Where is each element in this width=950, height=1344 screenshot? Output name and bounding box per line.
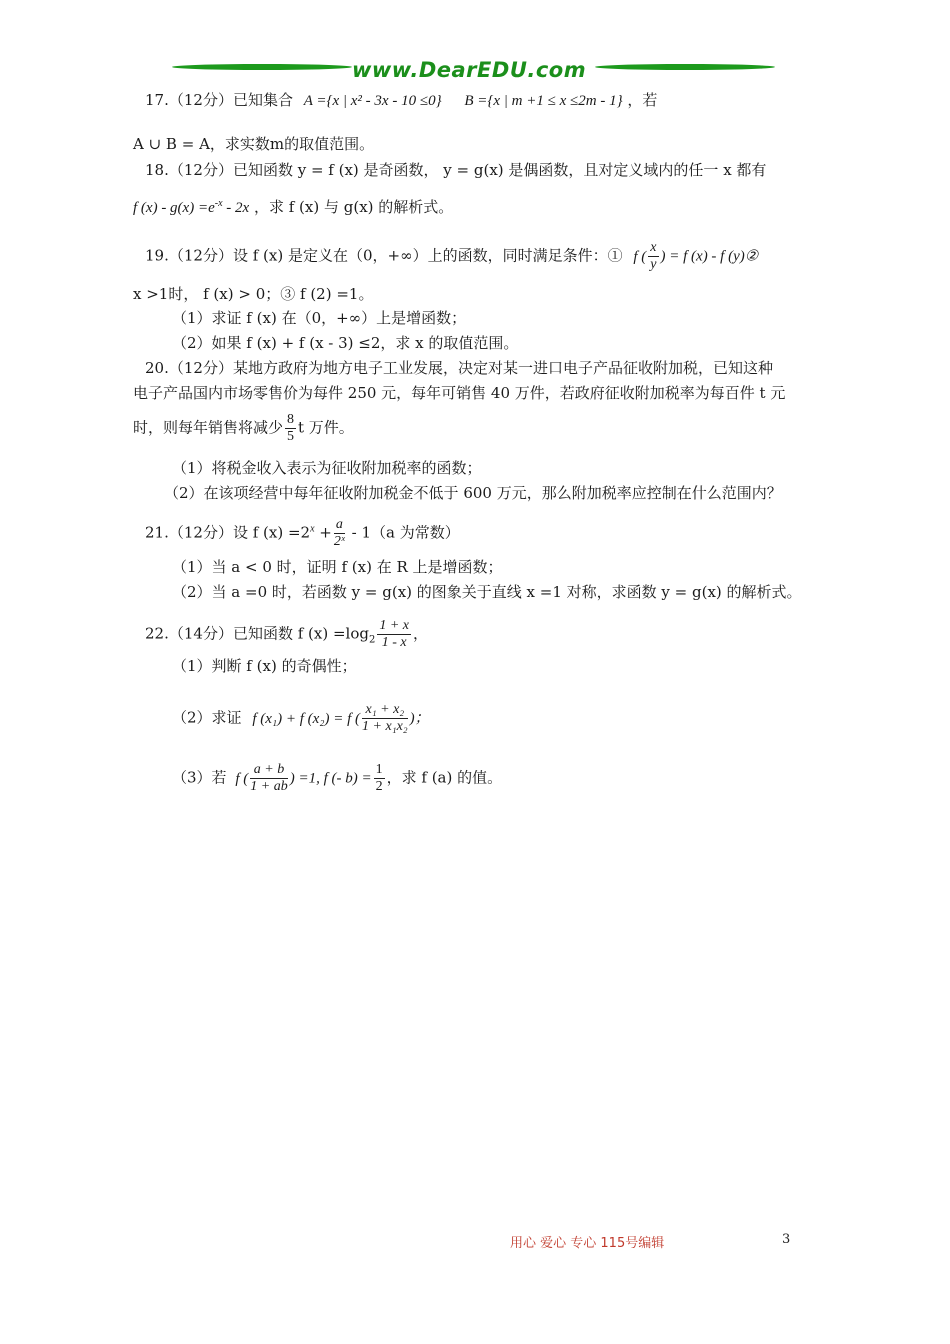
- q22-part2: [172, 702, 430, 735]
- q21-tail: - 1（a 为常数）: [346, 523, 460, 542]
- q18-equation: f (x) - g(x) =e: [133, 200, 215, 216]
- q19-part2: （2）如果 f (x) + f (x - 3) ≤2，求 x 的取值范围。: [172, 334, 519, 352]
- footer-credit: 用心 爱心 专心 115号编辑: [510, 1236, 665, 1251]
- q21-fraction-num: a: [335, 517, 343, 532]
- q22-part2-lhs: f (x₁) + f (x₂) = f (: [252, 710, 361, 727]
- q20-fraction-num: 8: [287, 412, 295, 427]
- q22-part3: [172, 762, 502, 795]
- q22-part3-f: f (: [235, 770, 249, 787]
- q22-part2-close: )；: [409, 710, 430, 727]
- q19-fraction-den: y: [650, 257, 657, 272]
- q22-part2-label: （2）求证: [172, 708, 242, 727]
- q19-part1: （1）求证 f (x) 在（0，+∞）上是增函数；: [172, 309, 467, 327]
- q22-part1: （1）判断 f (x) 的奇偶性；: [172, 657, 357, 675]
- q19-f-open: f (: [633, 248, 647, 265]
- q17-label: 17.（12分）已知集合: [145, 91, 293, 109]
- q17-set-b: B ={x | m +1 ≤ x ≤2m - 1}: [464, 93, 623, 109]
- q18-question: ，求 f (x) 与 g(x) 的解析式。: [253, 198, 454, 216]
- q17-set-a: A ={x | x² - 3x - 10 ≤0}: [303, 93, 442, 109]
- q22-part2-den: 1 + x₁x₂: [362, 719, 408, 734]
- q22-part3-fraction: [250, 762, 287, 795]
- q19-line1: [145, 240, 758, 273]
- q20-line3: [133, 412, 354, 445]
- q21-plus: +: [314, 523, 332, 542]
- q18-line1: 18.（12分）已知函数 y = f (x) 是奇函数， y = g(x) 是偶函数，且对定义域内的任一 x 都有: [145, 161, 767, 179]
- q22-part3-end: ，求 f (a) 的值。: [386, 768, 503, 787]
- q22-part3-mid: ) =1, f (- b) =: [289, 770, 372, 787]
- q22-tail: ，: [413, 624, 429, 643]
- q21-intro: 21.（12分）设 f (x) =2: [145, 523, 311, 542]
- q22-intro: 22.（14分）已知函数 f (x) =log: [145, 624, 369, 643]
- q19-f-close: ) = f (x) - f (y)②: [660, 248, 759, 265]
- q20-fraction: [285, 412, 296, 445]
- q21-exponent: x: [310, 523, 315, 535]
- q21-fraction: [334, 517, 345, 550]
- q21-line1: [145, 517, 460, 550]
- q17-line1: [145, 90, 657, 111]
- q21-fraction-den: 2ˣ: [333, 534, 345, 549]
- q20-part1: （1）将税金收入表示为征收附加税率的函数；: [172, 459, 482, 477]
- q22-part3-num: a + b: [250, 762, 287, 779]
- q22-log-base: 2: [368, 634, 376, 646]
- q20-line3-start: 时，则每年销售将减少: [133, 418, 284, 437]
- q20-part2: （2）在该项经营中每年征收附加税金不低于 600 万元，那么附加税率应控制在什么范围内？: [164, 484, 782, 502]
- q20-line1: 20.（12分）某地方政府为地方电子工业发展，决定对某一进口电子产品征收附加税，已知这种: [145, 359, 773, 377]
- q19-fraction: [648, 240, 658, 273]
- q22-part2-num: x₁ + x₂: [362, 702, 408, 719]
- q22-fraction-num: 1 + x: [379, 618, 410, 633]
- q18-exponent: -x: [214, 198, 223, 209]
- q17-line2: A ∪ B = A，求实数m的取值范围。: [133, 135, 375, 153]
- header-decoration-left: [172, 64, 352, 70]
- q22-line1: [145, 618, 428, 651]
- q22-fraction-den: 1 - x: [381, 635, 407, 650]
- q18-line2: [133, 194, 453, 218]
- q20-line2: 电子产品国内市场零售价为每件 250 元，每年可销售 40 万件，若政府征收附加税率为每百件 t 元: [133, 384, 786, 402]
- q19-fraction-num: x: [650, 240, 657, 255]
- q22-fraction: [377, 618, 411, 651]
- site-banner: www.DearEDU.com: [352, 58, 587, 82]
- page-number: 3: [782, 1232, 791, 1247]
- q22-part3-half: [374, 762, 385, 795]
- q22-part3-label: （3）若: [172, 768, 227, 787]
- q22-part3-den: 1 + ab: [250, 779, 288, 794]
- q22-part3-half-den: 2: [375, 779, 383, 794]
- header-decoration-right: [595, 64, 775, 70]
- q19-line2: x >1时， f (x) > 0；③ f (2) =1。: [133, 285, 374, 303]
- q20-line3-end: t 万件。: [298, 418, 354, 437]
- q21-part2: （2）当 a =0 时，若函数 y = g(x) 的图象关于直线 x =1 对称，求函数 y = g(x) 的解析式。: [172, 583, 802, 601]
- q20-fraction-den: 5: [287, 429, 295, 444]
- q19-intro: 19.（12分）设 f (x) 是定义在（0，+∞）上的函数，同时满足条件：①: [145, 246, 623, 265]
- q18-equation-tail: - 2x: [222, 200, 250, 216]
- q21-part1: （1）当 a < 0 时，证明 f (x) 在 R 上是增函数；: [172, 558, 503, 576]
- q17-tail: ，若: [627, 91, 658, 109]
- q22-part2-fraction: [362, 702, 408, 735]
- q22-part3-half-num: 1: [375, 762, 383, 777]
